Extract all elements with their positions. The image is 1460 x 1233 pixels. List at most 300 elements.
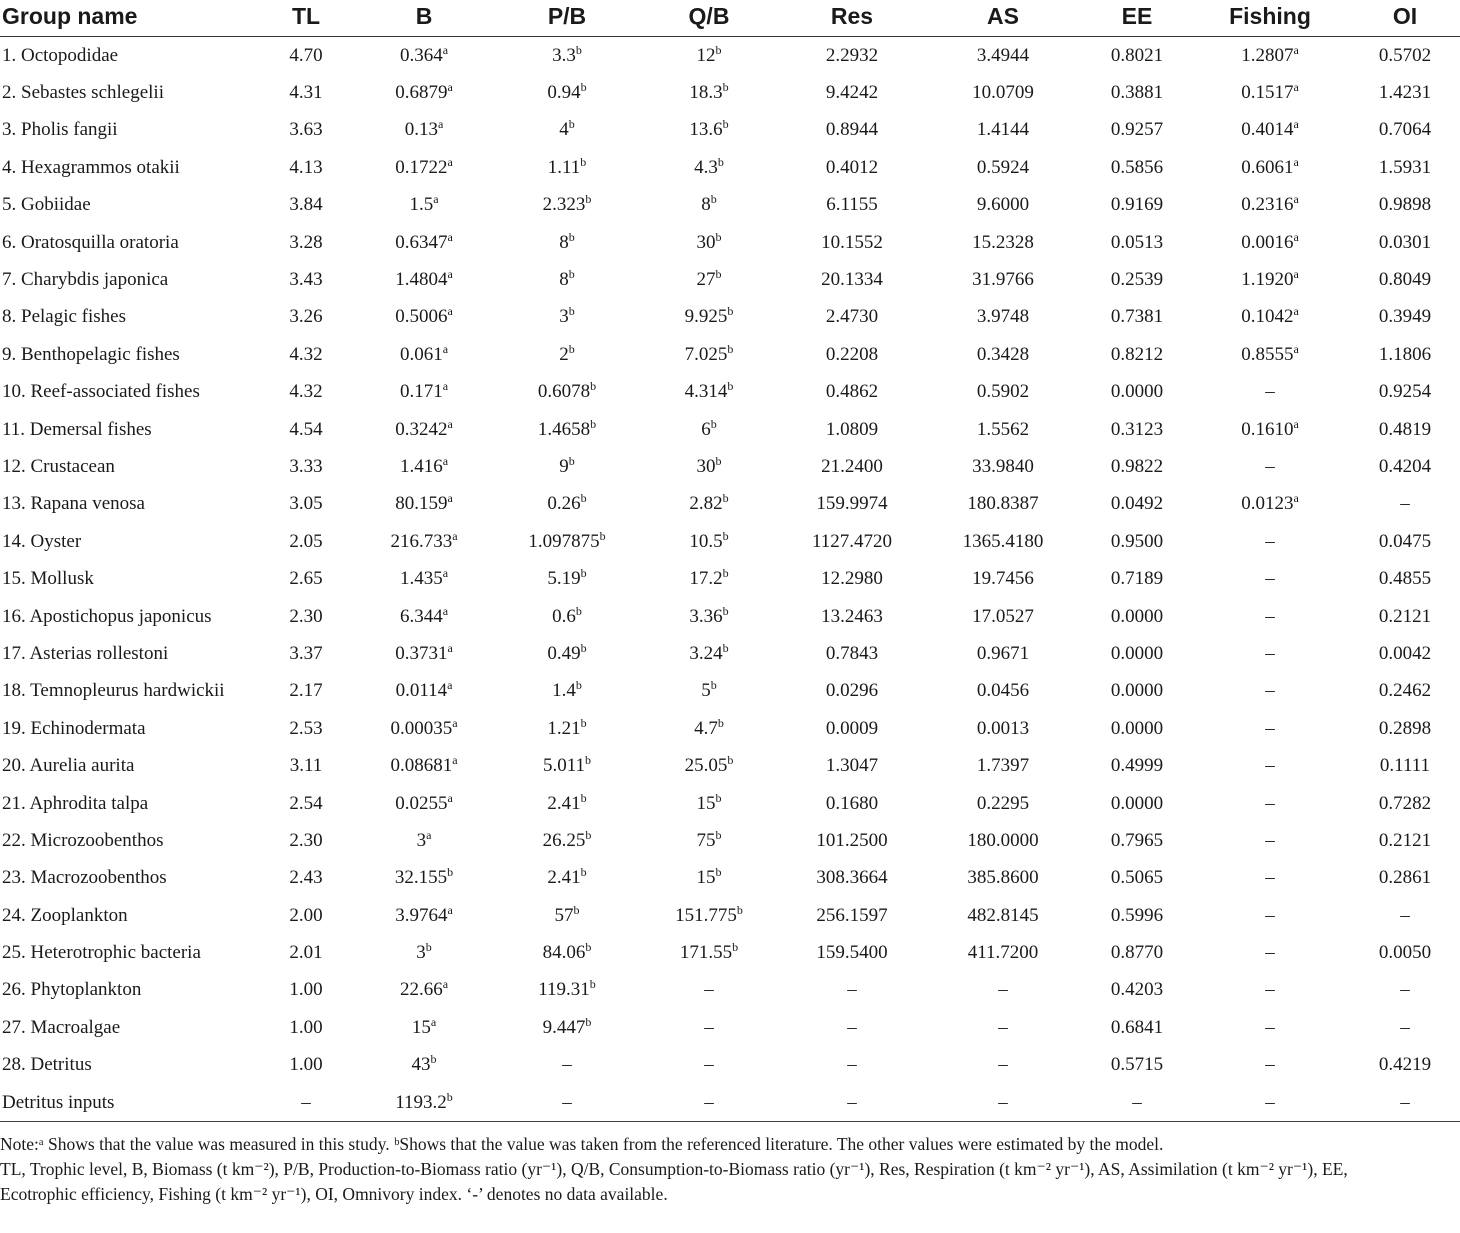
group-name-cell — [0, 261, 262, 298]
table-row — [0, 187, 1460, 224]
group-name-cell — [0, 448, 262, 485]
group-name-cell — [0, 374, 262, 411]
table-cell — [262, 149, 350, 186]
table-cell — [1350, 336, 1460, 373]
cell-value: 3.24 — [689, 642, 723, 664]
table-header-row — [0, 0, 1460, 37]
table-cell — [262, 560, 350, 597]
source-footnote-mark: b — [727, 753, 734, 768]
table-cell — [636, 560, 782, 597]
cell-value: 0.5902 — [976, 381, 1030, 403]
cell-value: 2.53 — [289, 717, 323, 739]
table-cell — [922, 1009, 1084, 1046]
table-cell — [922, 598, 1084, 635]
cell-value: 18. Temnopleurus hardwickii — [2, 680, 225, 702]
cell-value: 9 — [559, 455, 569, 477]
cell-value: – — [998, 1054, 1008, 1076]
table-cell — [1190, 37, 1350, 75]
cell-value: 0.0042 — [1378, 642, 1432, 664]
table-cell — [922, 972, 1084, 1009]
cell-value: 0.171 — [399, 381, 443, 403]
cell-value: 0.6061 — [1241, 156, 1294, 178]
cell-value: 1.1920 — [1241, 269, 1294, 291]
table-cell — [1190, 598, 1350, 635]
table-cell — [350, 448, 498, 485]
column-header: Res — [782, 0, 922, 37]
table-cell — [498, 747, 636, 784]
table-cell — [350, 299, 498, 336]
cell-value: 256.1597 — [816, 904, 888, 926]
cell-value: 0.2462 — [1378, 680, 1432, 702]
table-row — [0, 224, 1460, 261]
table-cell — [636, 1047, 782, 1084]
cell-value: 0.0000 — [1110, 642, 1164, 664]
cell-value: 308.3664 — [816, 867, 888, 889]
source-footnote-mark: a — [1293, 192, 1299, 207]
cell-value: 15.2328 — [972, 231, 1034, 253]
cell-value: 1.4 — [552, 680, 576, 702]
cell-value: 0.9671 — [976, 642, 1030, 664]
cell-value: 0.0000 — [1110, 717, 1164, 739]
table-cell — [498, 673, 636, 710]
table-cell — [1190, 411, 1350, 448]
group-name-cell — [0, 747, 262, 784]
cell-value: 0.1517 — [1241, 82, 1294, 104]
cell-value: – — [847, 1091, 857, 1113]
cell-value: 30 — [696, 231, 716, 253]
table-cell — [636, 860, 782, 897]
table-cell — [1350, 374, 1460, 411]
source-footnote-mark: a — [426, 827, 432, 842]
table-cell — [498, 897, 636, 934]
cell-value: – — [562, 1091, 572, 1113]
table-cell — [1084, 74, 1190, 111]
table-cell — [1350, 560, 1460, 597]
table-cell — [498, 860, 636, 897]
table-cell — [922, 112, 1084, 149]
source-footnote-mark: a — [442, 566, 449, 581]
table-cell — [262, 74, 350, 111]
table-cell — [1084, 112, 1190, 149]
cell-value: 3.36 — [689, 605, 723, 627]
cell-value: – — [1265, 904, 1275, 926]
column-header: OI — [1350, 0, 1460, 37]
table-cell — [1190, 224, 1350, 261]
cell-value: 0.6879 — [395, 82, 448, 104]
source-footnote-mark: b — [580, 80, 587, 95]
source-footnote-mark: b — [580, 640, 587, 655]
cell-value: 80.159 — [395, 493, 448, 515]
cell-value: 3 — [416, 829, 427, 851]
table-cell — [1350, 149, 1460, 186]
table-cell — [262, 112, 350, 149]
cell-value: 0.1610 — [1241, 418, 1294, 440]
cell-value: – — [1265, 530, 1275, 552]
table-cell — [1084, 448, 1190, 485]
table-cell — [498, 1009, 636, 1046]
table-cell — [782, 822, 922, 859]
source-footnote-mark: b — [717, 715, 724, 730]
source-footnote-mark: b — [722, 566, 729, 581]
table-cell — [636, 673, 782, 710]
source-footnote-mark: b — [585, 827, 592, 842]
table-cell — [636, 1084, 782, 1122]
source-footnote-mark: b — [585, 1014, 592, 1029]
cell-value: – — [1265, 829, 1275, 851]
table-cell — [1190, 374, 1350, 411]
table-cell — [1084, 336, 1190, 373]
cell-value: 2.05 — [289, 530, 323, 552]
table-cell — [636, 523, 782, 560]
source-footnote-mark: a — [1293, 42, 1299, 57]
cell-value: 0.5065 — [1110, 867, 1164, 889]
cell-value: 2.2932 — [825, 44, 879, 66]
cell-value: – — [704, 1016, 714, 1038]
cell-value: 159.5400 — [816, 942, 888, 964]
table-cell — [1350, 934, 1460, 971]
table-cell — [782, 486, 922, 523]
cell-value: 15 — [696, 792, 716, 814]
table-cell — [262, 635, 350, 672]
cell-value: 26. Phytoplankton — [2, 979, 142, 1001]
cell-value: 6.1155 — [826, 194, 878, 216]
cell-value: 1.21 — [547, 717, 581, 739]
table-cell — [1084, 897, 1190, 934]
cell-value: 411.7200 — [967, 942, 1039, 964]
table-cell — [922, 299, 1084, 336]
table-cell — [636, 336, 782, 373]
source-footnote-mark: a — [1293, 154, 1299, 169]
cell-value: – — [1400, 904, 1410, 926]
cell-value: 0.4999 — [1110, 755, 1164, 777]
table-row — [0, 822, 1460, 859]
table-cell — [262, 934, 350, 971]
table-cell — [782, 411, 922, 448]
cell-value: 3.9748 — [976, 306, 1030, 328]
cell-value: 4 — [559, 119, 569, 141]
table-cell — [782, 673, 922, 710]
cell-value: 0.7843 — [825, 642, 879, 664]
table-cell — [636, 710, 782, 747]
table-cell — [1190, 822, 1350, 859]
table-cell — [636, 261, 782, 298]
cell-value: 1. Octopodidae — [2, 44, 119, 66]
table-cell — [350, 374, 498, 411]
cell-value: 32.155 — [394, 867, 448, 889]
table-body — [0, 37, 1460, 1122]
cell-value: 0.9898 — [1378, 194, 1432, 216]
table-cell — [922, 860, 1084, 897]
cell-value: 385.8600 — [967, 867, 1039, 889]
table-cell — [1350, 860, 1460, 897]
cell-value: 2.01 — [289, 942, 323, 964]
cell-value: 0.5856 — [1110, 156, 1164, 178]
cell-value: – — [301, 1091, 311, 1113]
table-row — [0, 37, 1460, 75]
cell-value: 0.0475 — [1378, 530, 1432, 552]
cell-value: – — [1265, 605, 1275, 627]
table-cell — [636, 598, 782, 635]
table-cell — [1350, 598, 1460, 635]
table-row — [0, 299, 1460, 336]
cell-value: – — [704, 1054, 714, 1076]
cell-value: 0.4819 — [1378, 418, 1432, 440]
table-cell — [498, 560, 636, 597]
cell-value: 17.2 — [689, 568, 723, 590]
cell-value: 0.6347 — [395, 231, 448, 253]
cell-value: 6 — [701, 418, 711, 440]
cell-value: 216.733 — [390, 530, 453, 552]
cell-value: 0.1042 — [1241, 306, 1294, 328]
group-name-cell — [0, 860, 262, 897]
table-cell — [1084, 822, 1190, 859]
table-cell — [922, 785, 1084, 822]
cell-value: 0.9822 — [1110, 455, 1164, 477]
cell-value: – — [1265, 979, 1275, 1001]
cell-value: 28. Detritus — [2, 1054, 92, 1076]
cell-value: 0.4203 — [1110, 979, 1164, 1001]
table-cell — [350, 860, 498, 897]
source-footnote-mark: b — [575, 678, 582, 693]
cell-value: 0.3881 — [1110, 82, 1164, 104]
source-footnote-mark: b — [575, 42, 582, 57]
table-cell — [1084, 710, 1190, 747]
source-footnote-mark: a — [1293, 267, 1299, 282]
table-cell — [1190, 710, 1350, 747]
cell-value: 19.7456 — [972, 568, 1034, 590]
table-cell — [498, 299, 636, 336]
group-name-cell — [0, 785, 262, 822]
cell-value: – — [847, 979, 857, 1001]
group-name-cell — [0, 74, 262, 111]
table-cell — [1084, 673, 1190, 710]
group-name-cell — [0, 112, 262, 149]
cell-value: 22.66 — [399, 979, 443, 1001]
cell-value: 0.94 — [547, 82, 581, 104]
cell-value: 0.13 — [404, 119, 438, 141]
table-cell — [922, 934, 1084, 971]
table-cell — [922, 822, 1084, 859]
table-cell — [262, 673, 350, 710]
table-row — [0, 523, 1460, 560]
column-header: B — [350, 0, 498, 37]
cell-value: 30 — [696, 455, 716, 477]
cell-value: 1.4231 — [1378, 82, 1432, 104]
cell-value: 0.0013 — [976, 717, 1030, 739]
table-cell — [1350, 710, 1460, 747]
column-header: EE — [1084, 0, 1190, 37]
cell-value: 0.8021 — [1110, 44, 1164, 66]
cell-value: 0.6841 — [1110, 1016, 1164, 1038]
table-cell — [782, 37, 922, 75]
group-name-cell — [0, 1009, 262, 1046]
note-line: TL, Trophic level, B, Biomass (t km⁻²), P/B, Production-to-Biomass ratio (yr⁻¹), Q/B, Consumption-to-Biomass ratio (yr⁻¹), Res, Respiration (t km⁻² yr⁻¹), AS, Assimilation (t km⁻² yr⁻¹), EE, — [0, 1159, 1348, 1180]
source-footnote-mark: b — [590, 416, 597, 431]
table-cell — [1084, 374, 1190, 411]
table-cell — [1190, 1084, 1350, 1122]
table-cell — [262, 486, 350, 523]
table-row — [0, 673, 1460, 710]
cell-value: 2.4730 — [825, 306, 879, 328]
cell-value: – — [1265, 680, 1275, 702]
source-footnote-mark: b — [722, 528, 729, 543]
table-cell — [262, 822, 350, 859]
cell-value: 119.31 — [538, 979, 590, 1001]
table-cell — [262, 299, 350, 336]
table-cell — [1190, 1009, 1350, 1046]
table-cell — [636, 747, 782, 784]
cell-value: 0.061 — [399, 343, 443, 365]
cell-value: 9.6000 — [976, 194, 1030, 216]
cell-value: 6. Oratosquilla oratoria — [2, 231, 179, 253]
cell-value: 482.8145 — [967, 904, 1039, 926]
cell-value: 0.6078 — [537, 381, 591, 403]
cell-value: 75 — [696, 829, 716, 851]
cell-value: 2.41 — [547, 867, 581, 889]
table-cell — [922, 374, 1084, 411]
group-name-cell — [0, 37, 262, 75]
cell-value: 17.0527 — [972, 605, 1034, 627]
cell-value: 16. Apostichopus japonicus — [2, 605, 212, 627]
cell-value: 3.9764 — [395, 904, 448, 926]
table-cell — [350, 822, 498, 859]
cell-value: 0.00035 — [390, 717, 453, 739]
table-cell — [636, 37, 782, 75]
cell-value: – — [847, 1054, 857, 1076]
table-row — [0, 560, 1460, 597]
table-cell — [922, 149, 1084, 186]
source-footnote-mark: a — [437, 117, 444, 132]
source-footnote-mark: b — [727, 304, 734, 319]
table-row — [0, 785, 1460, 822]
cell-value: 0.26 — [547, 493, 581, 515]
cell-value: 0.0016 — [1241, 231, 1294, 253]
table-cell — [636, 934, 782, 971]
cell-value: 1.00 — [289, 1054, 323, 1076]
source-footnote-mark: b — [580, 566, 587, 581]
table-cell — [1084, 261, 1190, 298]
cell-value: 3.3 — [552, 44, 576, 66]
cell-value: 0.7189 — [1110, 568, 1164, 590]
cell-value: – — [1265, 568, 1275, 590]
table-cell — [636, 635, 782, 672]
cell-value: 1.416 — [399, 455, 443, 477]
cell-value: 8 — [559, 269, 569, 291]
table-cell — [1190, 673, 1350, 710]
table-row — [0, 448, 1460, 485]
table-cell — [1084, 411, 1190, 448]
cell-value: 0.49 — [547, 642, 581, 664]
table-cell — [498, 411, 636, 448]
table-cell — [350, 261, 498, 298]
source-footnote-mark: b — [580, 865, 587, 880]
table-cell — [1190, 149, 1350, 186]
cell-value: 3.33 — [289, 455, 323, 477]
source-footnote-mark: a — [430, 1014, 437, 1029]
cell-value: 0.7282 — [1378, 792, 1432, 814]
source-footnote-mark: b — [710, 678, 717, 693]
cell-value: 10.1552 — [821, 231, 883, 253]
table-cell — [1190, 448, 1350, 485]
source-footnote-mark: b — [715, 865, 722, 880]
cell-value: 1193.2 — [395, 1091, 447, 1113]
source-footnote-mark: a — [442, 453, 449, 468]
cell-value: 1.4658 — [537, 418, 591, 440]
table-cell — [782, 74, 922, 111]
cell-value: 1127.4720 — [811, 530, 893, 552]
cell-value: 10. Reef-associated fishes — [2, 381, 200, 403]
table-row — [0, 149, 1460, 186]
table-cell — [922, 187, 1084, 224]
cell-value: 3.84 — [289, 194, 323, 216]
table-cell — [922, 523, 1084, 560]
cell-value: 9.4242 — [825, 82, 879, 104]
cell-value: 43 — [411, 1054, 431, 1076]
table-cell — [782, 785, 922, 822]
cell-value: 3.26 — [289, 306, 323, 328]
group-name-cell — [0, 486, 262, 523]
source-footnote-mark: a — [1293, 229, 1299, 244]
cell-value: 1.2807 — [1241, 44, 1294, 66]
source-footnote-mark: b — [715, 790, 722, 805]
source-footnote-mark: a — [447, 678, 453, 693]
table-cell — [782, 523, 922, 560]
cell-value: 8. Pelagic fishes — [2, 306, 127, 328]
cell-value: 0.9254 — [1378, 381, 1432, 403]
table-cell — [1190, 897, 1350, 934]
cell-value: 0.1111 — [1379, 755, 1431, 777]
table-cell — [636, 187, 782, 224]
cell-value: 0.9169 — [1110, 194, 1164, 216]
source-footnote-mark: b — [710, 192, 717, 207]
group-name-cell — [0, 336, 262, 373]
cell-value: 25.05 — [684, 755, 728, 777]
cell-value: 14. Oyster — [2, 530, 82, 552]
cell-value: 0.0492 — [1110, 493, 1164, 515]
source-footnote-mark: a — [442, 379, 449, 394]
source-footnote-mark: a — [447, 304, 453, 319]
table-row — [0, 261, 1460, 298]
cell-value: – — [1265, 792, 1275, 814]
column-header: P/B — [498, 0, 636, 37]
cell-value: 0.3949 — [1378, 306, 1432, 328]
table-cell — [782, 336, 922, 373]
cell-value: 0.0000 — [1110, 680, 1164, 702]
cell-value: 151.775 — [675, 904, 737, 926]
cell-value: 2.323 — [542, 194, 586, 216]
table-cell — [350, 336, 498, 373]
cell-value: 2.30 — [289, 605, 323, 627]
source-footnote-mark: b — [722, 640, 729, 655]
source-footnote-mark: b — [722, 603, 729, 618]
cell-value: 4.7 — [694, 717, 718, 739]
group-name-cell — [0, 897, 262, 934]
table-cell — [1084, 486, 1190, 523]
cell-value: – — [1400, 1091, 1410, 1113]
cell-value: – — [1265, 942, 1275, 964]
table-cell — [1350, 261, 1460, 298]
cell-value: 1.097875 — [528, 530, 600, 552]
source-footnote-mark: b — [580, 154, 587, 169]
cell-value: 0.5702 — [1378, 44, 1432, 66]
table-cell — [1190, 560, 1350, 597]
table-row — [0, 74, 1460, 111]
table-cell — [1084, 598, 1190, 635]
cell-value: 0.3242 — [395, 418, 448, 440]
cell-value: 0.4014 — [1241, 119, 1294, 141]
cell-value: 4.32 — [289, 381, 323, 403]
table-cell — [350, 598, 498, 635]
